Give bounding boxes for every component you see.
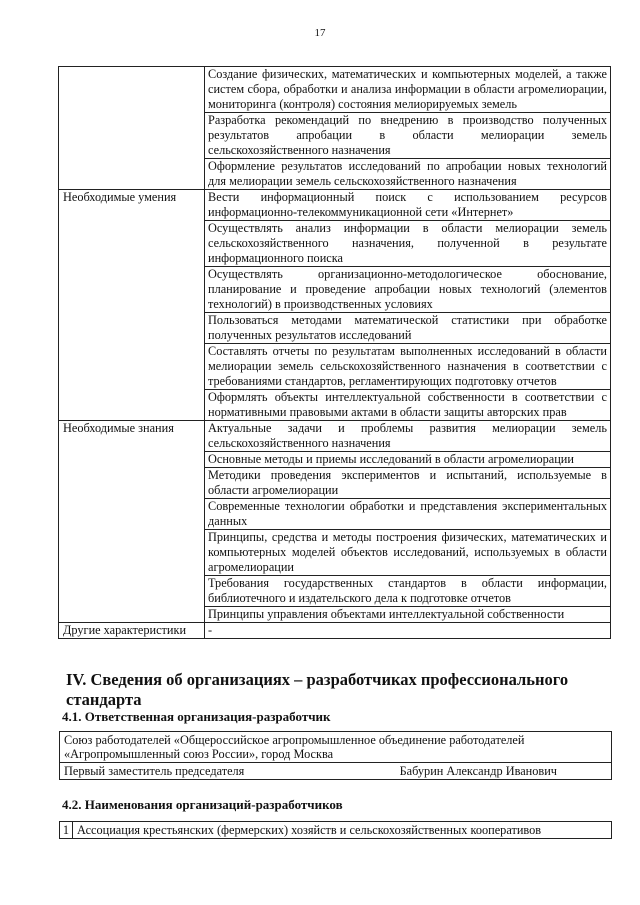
other-item: - [205,623,611,639]
knowledge-item: Методики проведения экспериментов и испытаний, используемые в области агромелиорации [205,468,611,499]
knowledge-item: Основные методы и приемы исследований в области агромелиорации [205,452,611,468]
developer-row [60,822,612,839]
org-person-row [60,763,612,780]
knowledge-item: Принципы, средства и методы построения физических, математических и компьютерных моделей объектов исследований, используемых в области агромелиорации [205,530,611,576]
knowledge-item: Требования государственных стандартов в области информации, библиотечного и издательского дела к подготовке отчетов [205,576,611,607]
skill-item: Составлять отчеты по результатам выполненных исследований в области мелиорации земель сельскохозяйственного назначения в соответствии с требованиями стандартов, регламентирующих подготовку отчетов [205,344,611,390]
responsible-org-heading: 4.1. Ответственная организация-разработчик [62,709,331,724]
skill-item: Осуществлять организационно-методологическое обоснование, планирование и проведение апробации новых технологий (элементов технологий) в производственных условиях [205,267,611,313]
other-row [59,623,611,639]
activity-item: Создание физических, математических и компьютерных моделей, а также систем сбора, обработки и анализа информации в области агромелиорации, мониторинга (контроля) состояния мелиорируемых земель [205,67,611,113]
person-name: Бабурин Александр Иванович [399,764,557,778]
skill-row [59,190,611,221]
page-number: 17 [314,27,326,39]
activity-item: Оформление результатов исследований по апробации новых технологий для мелиорации земель сельскохозяйственного назначения [205,159,611,190]
knowledge-item: Актуальные задачи и проблемы развития мелиорации земель сельскохозяйственного назначения [205,421,611,452]
person-position: Первый заместитель председателя [64,764,245,778]
developer-orgs-table [59,821,612,839]
skill-item: Оформлять объекты интеллектуальной собственности в соответствии с нормативными правовыми актами в области защиты авторских прав [205,390,611,421]
responsible-org-table [59,731,612,780]
requirements-table [58,66,611,639]
developer-name: Ассоциация крестьянских (фермерских) хозяйств и сельскохозяйственных кооперативов [73,822,612,839]
knowledge-label: Необходимые знания [59,421,205,623]
other-label: Другие характеристики [59,623,205,639]
knowledge-row [59,421,611,452]
activity-label [59,67,205,190]
knowledge-item: Принципы управления объектами интеллектуальной собственности [205,607,611,623]
developer-number: 1 [60,822,73,839]
skill-item: Пользоваться методами математической статистики при обработке полученных результатов исследований [205,313,611,344]
section-title: IV. Сведения об организациях – разработчиках профессионального стандарта [66,670,569,709]
skill-item: Осуществлять анализ информации в области мелиорации земель сельскохозяйственного назначения, полученной в результате информационного поиска [205,221,611,267]
knowledge-item: Современные технологии обработки и представления экспериментальных данных [205,499,611,530]
skill-label: Необходимые умения [59,190,205,421]
org-name: Союз работодателей «Общероссийское агропромышленное объединение работодателей «Агропромышленный союз России», город Москва [60,732,612,763]
developer-orgs-heading: 4.2. Наименования организаций-разработчиков [62,797,343,812]
activity-item: Разработка рекомендаций по внедрению в производство полученных результатов апробации в области мелиорации земель сельскохозяйственного назначения [205,113,611,159]
activity-row [59,67,611,113]
skill-item: Вести информационный поиск с использованием ресурсов информационно-телекоммуникационной сети «Интернет» [205,190,611,221]
